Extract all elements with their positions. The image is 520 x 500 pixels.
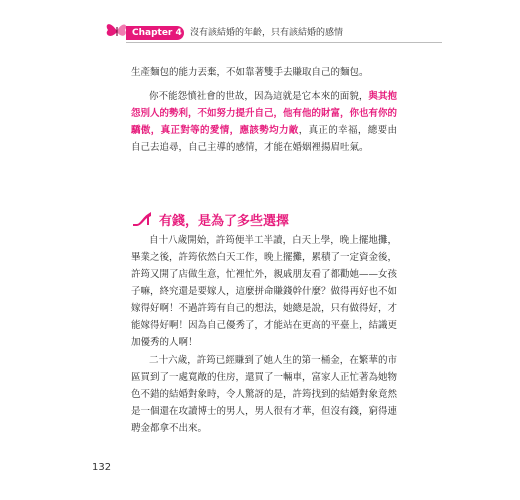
- chapter-label: Chapter 4: [126, 26, 184, 40]
- paragraph-2: [131, 88, 397, 156]
- section-heading: [131, 208, 397, 230]
- section-title: 有錢，是為了多些選擇: [159, 214, 290, 229]
- high-heel-icon: [131, 208, 153, 228]
- page-number: 132: [92, 462, 112, 473]
- chapter-header: [104, 18, 444, 46]
- paragraph-4: 二十六歲，許筠已經賺到了她人生的第一桶金，在繁華的市區買到了一處寬敞的住房，還買了一輛車，富家人正忙著為她物色不錯的結婚對象時，令人驚訝的是，許筠找到的結婚對象竟然是一個還在攻讀博士的男人，男人很有才華，但沒有錢，窮得連聘金都拿不出來。: [131, 355, 398, 434]
- paragraph-3: 自十八歲開始，許筠便半工半讀，白天上學，晚上擺地攤，畢業之後，許筠依然白天工作，晚上擺攤，累積了一定資金後，許筠又開了店做生意，忙裡忙外，親戚朋友看了都勸她——女孩子嘛，終究還是要嫁人，這麼拼命賺錢幹什麼？做得再好也不如嫁得好啊！不過許筠有自己的想法，她總是說，只有做得好，才能嫁得好啊！因為自己優秀了，才能站在更高的平臺上，結識更加優秀的人啊！: [131, 235, 398, 348]
- highlighted-text: 與其抱怨別人的勢利，不如努力提升自己，他有他的財富，你也有你的驕傲，真正對等的愛情，應該勢均力敵: [131, 91, 398, 136]
- paragraph-2-text-start: 你不能怨憤社會的世故，因為這就是它本來的面貌，: [149, 91, 369, 102]
- paragraph-2-text-end: ，真正的幸福，總要由自己去追尋，自己主導的感情，才能在婚姻裡揚眉吐氣。: [131, 125, 397, 153]
- chapter-title: 沒有該結婚的年齡，只有該結婚的感情: [190, 28, 344, 38]
- header-divider: [126, 42, 442, 43]
- paragraph-1: 生產麵包的能力丟棄，不如靠著雙手去賺取自己的麵包。: [131, 67, 369, 78]
